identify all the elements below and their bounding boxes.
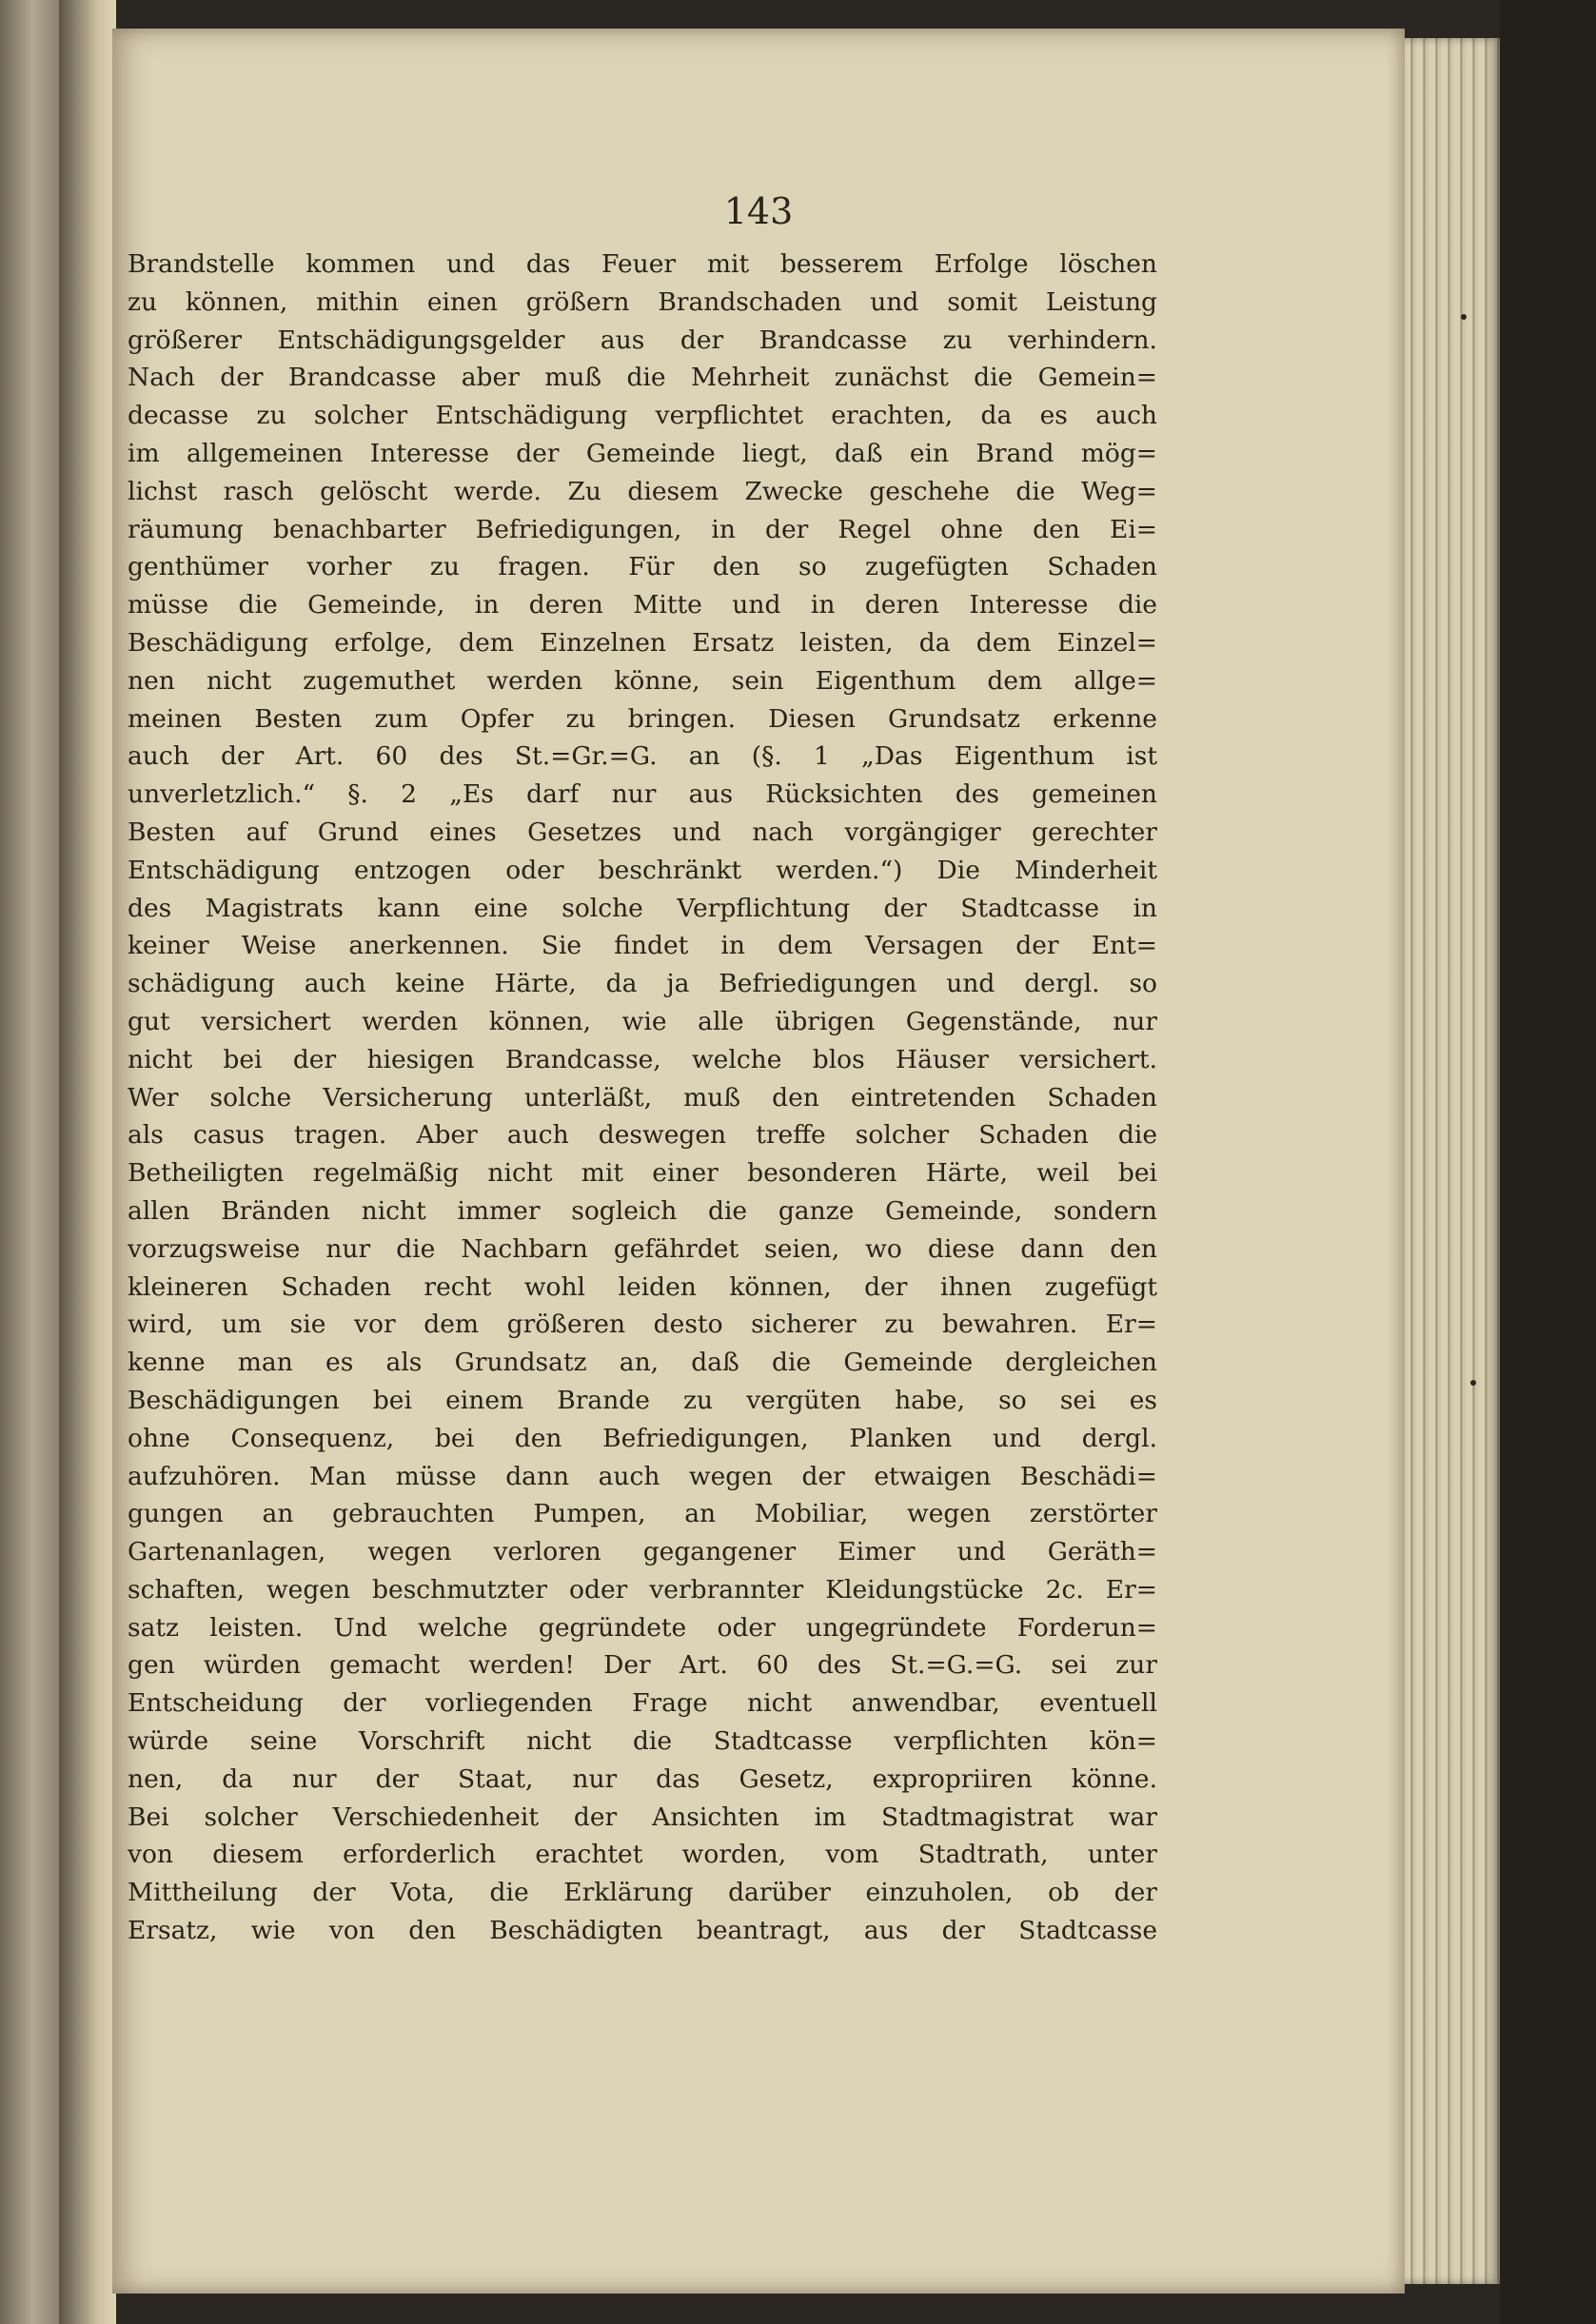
text-line: satz leisten. Und welche gegründete oder ungegründete Forderun= [128, 1612, 1157, 1643]
background-right [1500, 0, 1596, 2324]
text-line: lichst rasch gelöscht werde. Zu diesem Zwecke geschehe die Weg= [128, 476, 1157, 506]
text-line: vorzugsweise nur die Nachbarn gefährdet seien, wo diese dann den [128, 1233, 1157, 1264]
text-line: Besten auf Grund eines Gesetzes und nach vorgängiger gerechter [128, 817, 1157, 847]
text-line: Beschädigung erfolge, dem Einzelnen Ersatz leisten, da dem Einzel= [128, 627, 1157, 658]
text-line: auch der Art. 60 des St.=Gr.=G. an (§. 1 „Das Eigenthum ist [128, 741, 1157, 772]
text-line: kleineren Schaden recht wohl leiden können, der ihnen zugefügt [128, 1271, 1157, 1302]
text-line: Bei solcher Verschiedenheit der Ansichten im Stadtmagistrat war [128, 1802, 1157, 1832]
text-line: Nach der Brandcasse aber muß die Mehrheit zunächst die Gemein= [128, 363, 1157, 393]
text-line: Beschädigungen bei einem Brande zu vergüten habe, so sei es [128, 1385, 1157, 1415]
text-line: keiner Weise anerkennen. Sie findet in dem Versagen der Ent= [128, 931, 1157, 961]
text-line: aufzuhören. Man müsse dann auch wegen der etwaigen Beschädi= [128, 1461, 1157, 1491]
text-line: meinen Besten zum Opfer zu bringen. Diesen Grundsatz erkenne [128, 703, 1157, 734]
text-line: schaften, wegen beschmutzter oder verbrannter Kleidungstücke 2c. Er= [128, 1574, 1157, 1605]
speck [1470, 1380, 1476, 1386]
text-line: gen würden gemacht werden! Der Art. 60 des St.=G.=G. sei zur [128, 1650, 1157, 1681]
text-line: Betheiligten regelmäßig nicht mit einer besonderen Härte, weil bei [128, 1158, 1157, 1189]
text-line: von diesem erforderlich erachtet worden, vom Stadtrath, unter [128, 1840, 1157, 1870]
text-line: räumung benachbarter Befriedigungen, in der Regel ohne den Ei= [128, 514, 1157, 544]
page-number: 143 [723, 190, 794, 232]
text-line: nicht bei der hiesigen Brandcasse, welche blos Häuser versichert. [128, 1044, 1157, 1074]
text-line: nen, da nur der Staat, nur das Gesetz, expropriiren könne. [128, 1763, 1157, 1794]
text-line: Wer solche Versicherung unterläßt, muß den eintretenden Schaden [128, 1082, 1157, 1113]
text-line: Entschädigung entzogen oder beschränkt werden.“) Die Minderheit [128, 855, 1157, 885]
speck [1461, 314, 1467, 320]
text-line: Mittheilung der Vota, die Erklärung darüber einzuholen, ob der [128, 1878, 1157, 1908]
page-body-text [128, 246, 1157, 1950]
text-line: größerer Entschädigungsgelder aus der Brandcasse zu verhindern. [128, 325, 1157, 355]
text-line: Gartenanlagen, wegen verloren gegangener Eimer und Geräth= [128, 1537, 1157, 1567]
text-line: wird, um sie vor dem größeren desto sicherer zu bewahren. Er= [128, 1310, 1157, 1340]
text-line: als casus tragen. Aber auch deswegen treffe solcher Schaden die [128, 1120, 1157, 1151]
page-edges [1405, 38, 1500, 2284]
text-line: unverletzlich.“ §. 2 „Es darf nur aus Rücksichten des gemeinen [128, 779, 1157, 810]
text-line: decasse zu solcher Entschädigung verpflichtet erachten, da es auch [128, 401, 1157, 431]
text-line: nen nicht zugemuthet werden könne, sein Eigenthum dem allge= [128, 665, 1157, 696]
text-line: ohne Consequenz, bei den Befriedigungen, Planken und dergl. [128, 1423, 1157, 1453]
facing-page-edge [0, 0, 59, 2324]
text-line: des Magistrats kann eine solche Verpflichtung der Stadtcasse in [128, 893, 1157, 923]
text-line: genthümer vorher zu fragen. Für den so zugefügten Schaden [128, 552, 1157, 582]
text-line: würde seine Vorschrift nicht die Stadtcasse verpflichten kön= [128, 1726, 1157, 1757]
text-line: Entscheidung der vorliegenden Frage nicht anwendbar, eventuell [128, 1688, 1157, 1719]
text-line: allen Bränden nicht immer sogleich die ganze Gemeinde, sondern [128, 1195, 1157, 1226]
text-line: müsse die Gemeinde, in deren Mitte und in deren Interesse die [128, 590, 1157, 620]
text-line: kenne man es als Grundsatz an, daß die Gemeinde dergleichen [128, 1348, 1157, 1378]
text-line: gut versichert werden können, wie alle übrigen Gegenstände, nur [128, 1006, 1157, 1036]
text-line: im allgemeinen Interesse der Gemeinde liegt, daß ein Brand mög= [128, 438, 1157, 468]
text-line: Brandstelle kommen und das Feuer mit besserem Erfolge löschen [128, 249, 1157, 279]
text-line: zu können, mithin einen größern Brandschaden und somit Leistung [128, 286, 1157, 317]
book-gutter [59, 0, 116, 2324]
text-line: schädigung auch keine Härte, da ja Befriedigungen und dergl. so [128, 969, 1157, 999]
text-line: Ersatz, wie von den Beschädigten beantragt, aus der Stadtcasse [128, 1916, 1157, 1946]
text-line: gungen an gebrauchten Pumpen, an Mobiliar, wegen zerstörter [128, 1499, 1157, 1529]
